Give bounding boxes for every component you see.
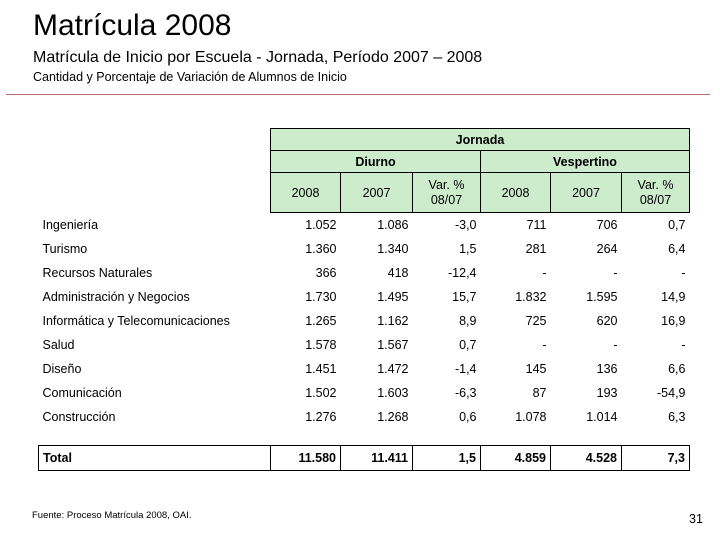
table-cell: -3,0 [454,218,477,232]
table-cell: 1.078 [515,410,547,424]
table-cell: 281 [525,242,547,256]
table-cell: 1.276 [305,410,337,424]
table-cell: - [542,266,547,280]
table-cell: - [681,266,686,280]
table-cell: 1.495 [377,290,409,304]
table-row [39,333,690,357]
table-cell: 418 [387,266,409,280]
table-cell: 1.451 [305,362,337,376]
table-cell: 1.832 [515,290,547,304]
table-cell: 0,6 [459,410,477,424]
table-cell: 136 [596,362,618,376]
table-cell: 11.411 [341,446,413,471]
table-cell: -6,3 [454,386,477,400]
row-label: Salud [42,338,75,352]
page-subtitle: Matrícula de Inicio por Escuela - Jornada, Período 2007 – 2008 [33,49,483,66]
table-cell: 620 [596,314,618,328]
row-label: Informática y Telecomunicaciones [42,314,230,328]
column-header: 2007 [551,173,622,213]
total-row [39,446,690,471]
table-cell: 1.014 [586,410,618,424]
row-label: Administración y Negocios [42,290,190,304]
table-row [39,357,690,381]
table-cell: 6,3 [668,410,686,424]
table-cell: -54,9 [657,386,686,400]
table-cell: 706 [596,218,618,232]
table-cell: 1.360 [305,242,337,256]
table-cell: 1,5 [413,446,481,471]
table-cell: 264 [596,242,618,256]
column-header: 2008 [481,173,551,213]
table-cell: 15,7 [452,290,477,304]
table-cell: 725 [525,314,547,328]
table-cell: 11.580 [271,446,341,471]
table-cell: 1.595 [586,290,618,304]
row-label: Comunicación [42,386,122,400]
column-header: 2008 [271,173,341,213]
corner-blank [39,151,271,173]
table-cell: 1.578 [305,338,337,352]
table-cell: 1.603 [377,386,409,400]
row-label: Total [39,446,271,471]
table-cell: 1.268 [377,410,409,424]
table-cell: - [613,266,618,280]
table-cell: 145 [525,362,547,376]
enrollment-table [38,128,690,471]
row-label: Diseño [42,362,82,376]
row-label: Turismo [42,242,88,256]
table-row [39,381,690,405]
table-row [39,237,690,261]
table-cell: 1.086 [377,218,409,232]
table-cell: -1,4 [454,362,477,376]
row-label: Construcción [42,410,116,424]
table-row [39,261,690,285]
page-title: Matrícula 2008 [33,9,232,42]
page-number: 31 [689,512,703,526]
jornada-header: Jornada [271,129,690,151]
column-header: Var. % 08/07 [622,173,690,213]
column-header: 2007 [341,173,413,213]
table-cell: 16,9 [661,314,686,328]
title-divider [6,94,710,95]
table-cell: 1.340 [377,242,409,256]
table-cell: 0,7 [459,338,477,352]
source-note: Fuente: Proceso Matrícula 2008, OAI. [32,510,192,521]
table-cell: - [613,338,618,352]
table-cell: 1.567 [377,338,409,352]
table-cell: 8,9 [459,314,477,328]
table-cell: 1.502 [305,386,337,400]
table-cell: 6,4 [668,242,686,256]
table-cell: 1.730 [305,290,337,304]
table-row [39,309,690,333]
table-cell: 1.162 [377,314,409,328]
table-row [39,285,690,309]
table-cell: 366 [315,266,337,280]
table-row [39,213,690,238]
table-cell: 0,7 [668,218,686,232]
table-cell: 711 [526,218,547,232]
table-row [39,405,690,429]
table-cell: 1.472 [377,362,409,376]
table-cell: 193 [596,386,618,400]
spacer-row [39,429,690,446]
table-cell: - [681,338,686,352]
column-header: Var. % 08/07 [413,173,481,213]
table-cell: 87 [532,386,547,400]
vespertino-header: Vespertino [481,151,690,173]
table-cell: -12,4 [448,266,477,280]
corner-blank [39,173,271,213]
table-cell: 4.528 [551,446,622,471]
table-cell: 7,3 [622,446,690,471]
table-cell: 14,9 [661,290,686,304]
table-cell: 1.052 [305,218,337,232]
table-cell: 6,6 [668,362,686,376]
table-cell: 1.265 [305,314,337,328]
table-cell: - [542,338,547,352]
diurno-header: Diurno [271,151,481,173]
table-cell: 4.859 [481,446,551,471]
row-label: Ingeniería [42,217,99,232]
table-cell: 1,5 [459,242,477,256]
row-label: Recursos Naturales [42,266,153,280]
page-description: Cantidad y Porcentaje de Variación de Alumnos de Inicio [33,70,347,84]
corner-blank [39,129,271,151]
